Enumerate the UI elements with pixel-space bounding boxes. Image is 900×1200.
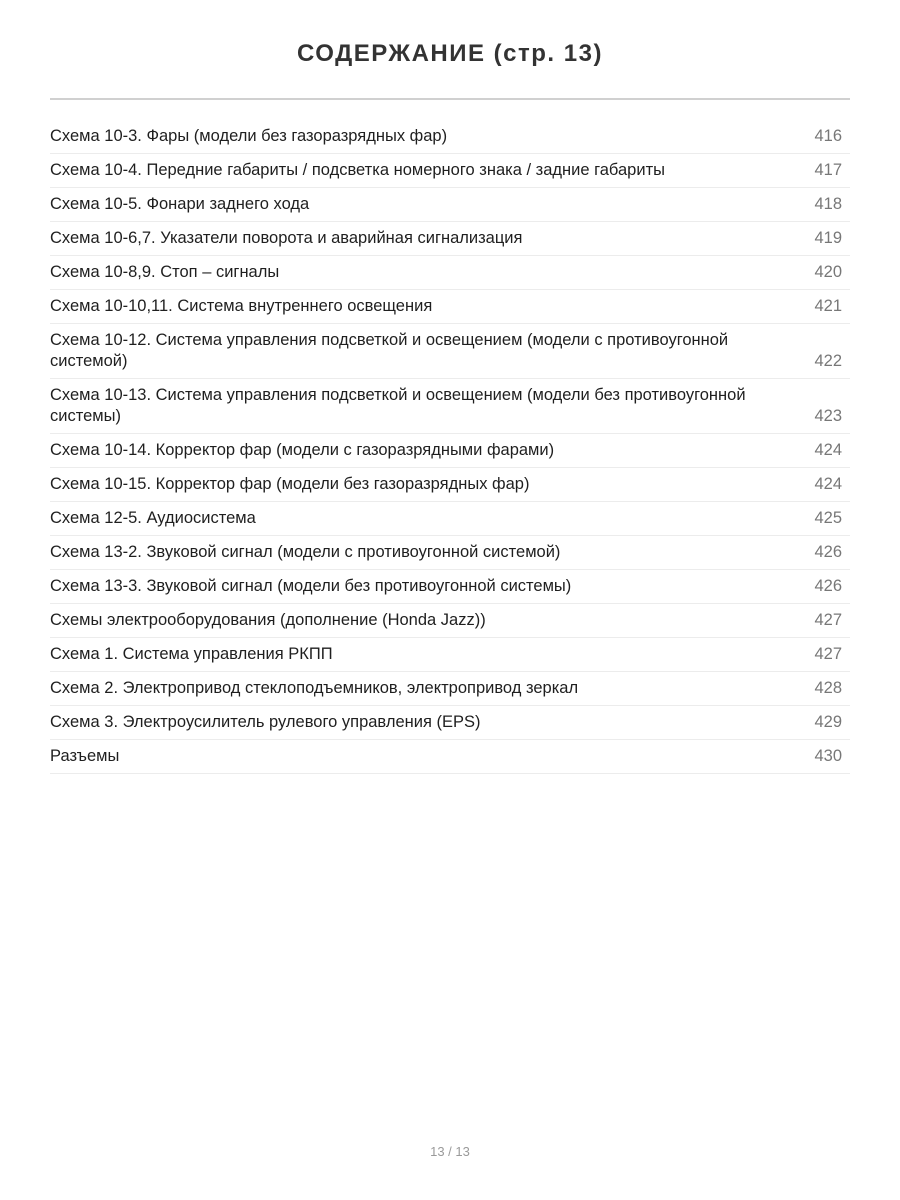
toc-entry-title: Схема 2. Электропривод стеклоподъемников, электропривод зеркал [50, 679, 579, 697]
toc-entry-title: Схема 10-10,11. Система внутреннего освещения [50, 297, 433, 315]
toc-entry-title: Схема 10-12. Система управления подсветкой и освещением (модели с противоугонной системой) [50, 331, 729, 370]
toc-entry[interactable] [50, 222, 850, 256]
toc-entry-page: 422 [814, 352, 842, 370]
toc-entry-title: Схема 12-5. Аудиосистема [50, 509, 256, 527]
toc-entry-title: Схема 10-14. Корректор фар (модели с газоразрядными фарами) [50, 441, 555, 459]
toc-entry-page: 428 [814, 679, 842, 697]
toc-entry-page: 427 [814, 611, 842, 629]
title-divider [50, 98, 850, 100]
toc-entry-page: 424 [814, 475, 842, 493]
toc-entry[interactable] [50, 154, 850, 188]
toc-entry-title: Схема 13-3. Звуковой сигнал (модели без противоугонной системы) [50, 577, 572, 595]
toc-entry-title: Схема 13-2. Звуковой сигнал (модели с противоугонной системой) [50, 543, 561, 561]
toc-entry-page: 426 [814, 543, 842, 561]
toc-entry[interactable] [50, 290, 850, 324]
toc-entry[interactable] [50, 740, 850, 774]
toc-entry-title: Схема 10-15. Корректор фар (модели без газоразрядных фар) [50, 475, 530, 493]
toc-entry-page: 425 [814, 509, 842, 527]
toc-entry-title: Схемы электрооборудования (дополнение (Honda Jazz)) [50, 611, 486, 629]
toc-entry-page: 420 [814, 263, 842, 281]
toc-entry-title: Разъемы [50, 747, 120, 765]
toc-entry[interactable] [50, 502, 850, 536]
toc-entry[interactable] [50, 604, 850, 638]
toc-entry[interactable] [50, 120, 850, 154]
toc-entry[interactable] [50, 706, 850, 740]
toc-entry-title: Схема 10-8,9. Стоп – сигналы [50, 263, 280, 281]
toc-entry-page: 423 [814, 407, 842, 425]
toc-entry[interactable] [50, 672, 850, 706]
toc-entry-page: 427 [814, 645, 842, 663]
toc-entry-page: 424 [814, 441, 842, 459]
toc-entry-page: 421 [814, 297, 842, 315]
toc-entry[interactable] [50, 188, 850, 222]
toc-entry-title: Схема 10-13. Система управления подсветкой и освещением (модели без противоугонной системы) [50, 386, 746, 425]
toc-entry[interactable] [50, 570, 850, 604]
toc-entry-title: Схема 10-3. Фары (модели без газоразрядных фар) [50, 127, 448, 145]
toc-entry[interactable] [50, 468, 850, 502]
toc-entry[interactable] [50, 379, 850, 434]
toc-entry-page: 426 [814, 577, 842, 595]
toc-entry-title: Схема 10-5. Фонари заднего хода [50, 195, 310, 213]
toc-entry-page: 417 [814, 161, 842, 179]
toc-entry[interactable] [50, 536, 850, 570]
toc-entry[interactable] [50, 256, 850, 290]
toc-entry[interactable] [50, 324, 850, 379]
toc-entry-page: 430 [814, 747, 842, 765]
toc-entry-title: Схема 1. Система управления РКПП [50, 645, 333, 663]
toc-entry-page: 418 [814, 195, 842, 213]
table-of-contents [50, 120, 850, 774]
toc-entry-title: Схема 10-4. Передние габариты / подсветка номерного знака / задние габариты [50, 161, 665, 179]
toc-entry[interactable] [50, 638, 850, 672]
toc-entry-page: 416 [814, 127, 842, 145]
toc-entry-title: Схема 3. Электроусилитель рулевого управления (EPS) [50, 713, 481, 731]
toc-entry-page: 429 [814, 713, 842, 731]
toc-entry[interactable] [50, 434, 850, 468]
toc-entry-page: 419 [814, 229, 842, 247]
toc-entry-title: Схема 10-6,7. Указатели поворота и аварийная сигнализация [50, 229, 523, 247]
page-pagination: 13 / 13 [430, 1144, 470, 1159]
page-title: СОДЕРЖАНИЕ (стр. 13) [297, 40, 603, 67]
